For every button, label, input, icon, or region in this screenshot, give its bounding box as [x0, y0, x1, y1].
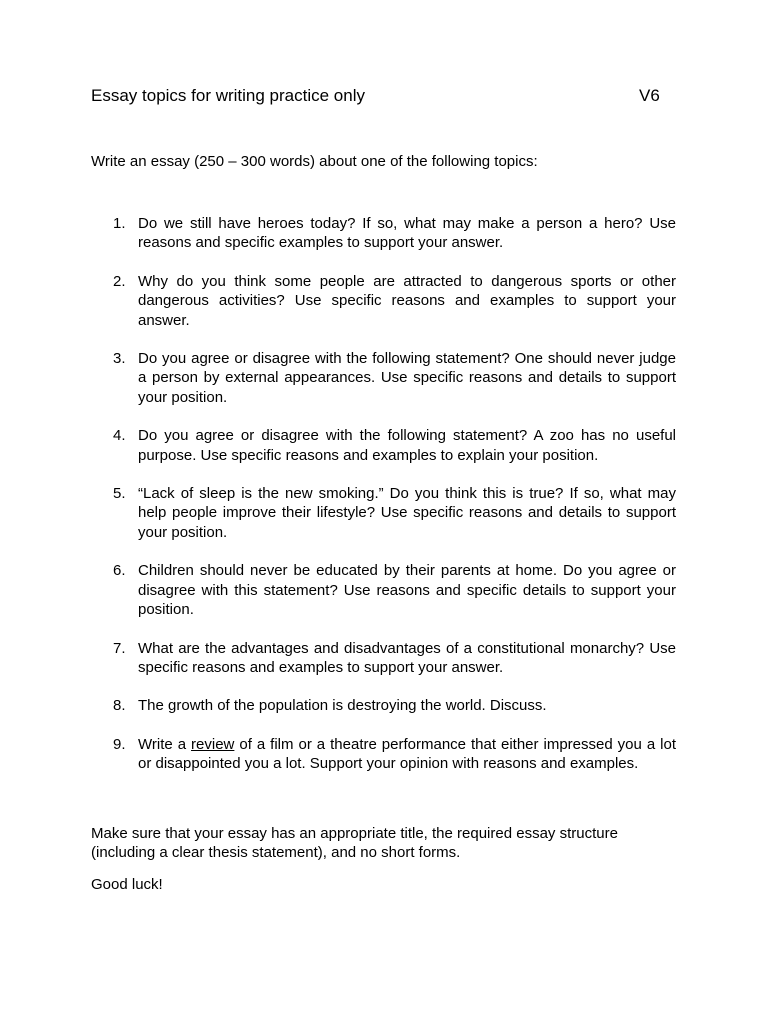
- topic-item: [91, 484, 676, 542]
- topic-item: [91, 349, 676, 407]
- topic-list: [91, 214, 676, 793]
- topic-item: [91, 696, 676, 715]
- topic-text-after: of a film or a theatre performance that either impressed you a lot or disappointed you a lot. Support your opinion with reasons and examples.: [138, 735, 676, 773]
- topic-text: Children should never be educated by their parents at home. Do you agree or disagree with this statement? Use reasons and specific details to support your position.: [138, 562, 676, 619]
- topic-item: [91, 426, 676, 465]
- topic-text: What are the advantages and disadvantages of a constitutional monarchy? Use specific reasons and examples to support your answer.: [138, 639, 676, 676]
- topic-item: [91, 735, 676, 774]
- document-title: Essay topics for writing practice only: [91, 86, 365, 105]
- review-underlined-word: review: [191, 735, 235, 753]
- topic-number: 9.: [113, 735, 126, 753]
- topic-text: Do we still have heroes today? If so, what may make a person a hero? Use reasons and specific examples to support your answer.: [138, 215, 676, 252]
- topic-number: 1.: [113, 215, 126, 232]
- topic-number: 5.: [113, 485, 126, 503]
- topic-text: Do you agree or disagree with the following statement? One should never judge a person by external appearances. Use specific reasons and details to support your position.: [138, 350, 676, 406]
- topic-number: 6.: [113, 562, 126, 580]
- topic-item: [91, 272, 676, 330]
- closing-instructions: Make sure that your essay has an appropriate title, the required essay structure (including a clear thesis statement), and no short forms.: [91, 825, 618, 862]
- instructions-text: Write an essay (250 – 300 words) about one of the following topics:: [91, 153, 538, 170]
- topic-text: Why do you think some people are attracted to dangerous sports or other dangerous activities? Use specific reasons and examples to support your answer.: [138, 272, 676, 329]
- topic-number: 8.: [113, 697, 126, 715]
- topic-number: 7.: [113, 639, 126, 657]
- topic-number: 4.: [113, 427, 126, 445]
- topic-item: [91, 639, 676, 678]
- topic-number: 3.: [113, 350, 126, 368]
- topic-text: “Lack of sleep is the new smoking.” Do you think this is true? If so, what may help people improve their lifestyle? Use specific reasons and details to support your position.: [138, 485, 676, 541]
- version-label: V6: [639, 86, 660, 105]
- topic-item: [91, 214, 676, 253]
- topic-item: [91, 561, 676, 619]
- topic-text-before: Write a: [138, 735, 192, 753]
- topic-number: 2.: [113, 272, 126, 290]
- topic-text: [138, 736, 676, 772]
- good-luck-text: Good luck!: [91, 876, 163, 893]
- topic-text: The growth of the population is destroying the world. Discuss.: [138, 697, 547, 715]
- topic-text: Do you agree or disagree with the following statement? A zoo has no useful purpose. Use specific reasons and examples to explain your position.: [138, 427, 676, 464]
